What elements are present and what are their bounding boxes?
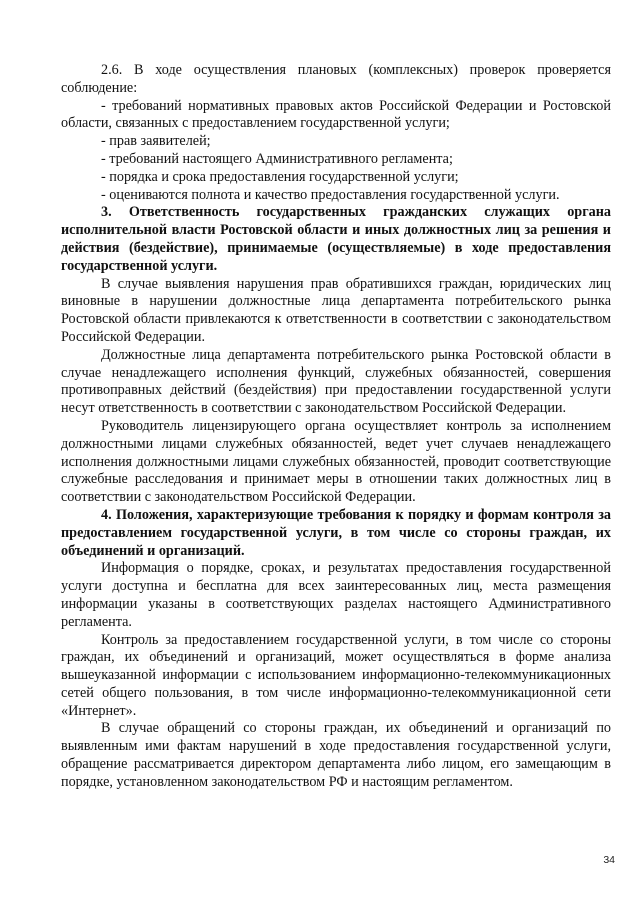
list-item-quality-assessment: - оцениваются полнота и качество предоставления государственной услуги. — [101, 186, 560, 203]
document-page — [61, 62, 611, 792]
paragraph-officials-responsibility: Должностные лица департамента потребительского рынка Ростовской области в случае ненадлежащего исполнения функций, служебных обязанностей, совершения противоправных действий (бездействия) при предоставлении государственной услуги несут ответственность в соответствии с законодательством Российской Федерации. — [61, 346, 611, 417]
paragraph-information-access: Информация о порядке, сроках, и результатах предоставления государственной услуги доступна и бесплатна для всех заинтересованных лиц, места размещения информации указаны в соответствующих разделах настоящего Административного регламента. — [61, 560, 611, 630]
section-4-heading: 4. Положения, характеризующие требования к порядку и формам контроля за предоставлением государственной услуги, в том числе со стороны граждан, их объединений и организаций. — [61, 506, 611, 559]
list-item-order-and-term: - порядка и срока предоставления государственной услуги; — [101, 168, 459, 185]
paragraph-2-6-intro: 2.6. В ходе осуществления плановых (комплексных) проверок проверяется соблюдение: — [61, 62, 611, 96]
page-number: 34 — [603, 854, 615, 866]
paragraph-head-control: Руководитель лицензирующего органа осуществляет контроль за исполнением должностными лицами служебных обязанностей, ведет учет случаев ненадлежащего исполнения должностными лицами служебных обязанностей, проводит соответствующие служебные расследования и принимает меры в отношении таких должностных лиц в соответствии с законодательством Российской Федерации. — [61, 417, 611, 506]
list-item-normative-acts: - требований нормативных правовых актов Российской Федерации и Ростовской области, связанных с предоставлением государственной услуги; — [61, 97, 611, 132]
list-item-regulation-requirements: - требований настоящего Административного регламента; — [101, 150, 453, 167]
section-3-heading: 3. Ответственность государственных гражданских служащих органа исполнительной власти Ростовской области и иных должностных лиц за решения и действия (бездействие), принимаемые (осуществляемые) в ходе предоставления государственной услуги. — [61, 204, 611, 274]
paragraph-complaints: В случае обращений со стороны граждан, их объединений и организаций по выявленным ими фактам нарушений в ходе предоставления государственной услуги, обращение рассматривается директором департамента либо лицом, его замещающим в порядке, установленном законодательством РФ и настоящим регламентом. — [61, 720, 611, 790]
paragraph-violation-liability: В случае выявления нарушения прав обратившихся граждан, юридических лиц виновные в нарушении должностные лица департамента потребительского рынка Ростовской области привлекаются к ответственности в соответствии с законодательством Российской Федерации. — [61, 275, 611, 345]
list-item-applicant-rights: - прав заявителей; — [101, 133, 211, 150]
paragraph-control-forms: Контроль за предоставлением государственной услуги, в том числе со стороны граждан, их объединений и организаций, может осуществляться в форме анализа вышеуказанной информации с использованием информационно-телекоммуникационных сетей общего пользования, в том числе информационно-телекоммуникационной сети «Интернет». — [61, 631, 611, 719]
